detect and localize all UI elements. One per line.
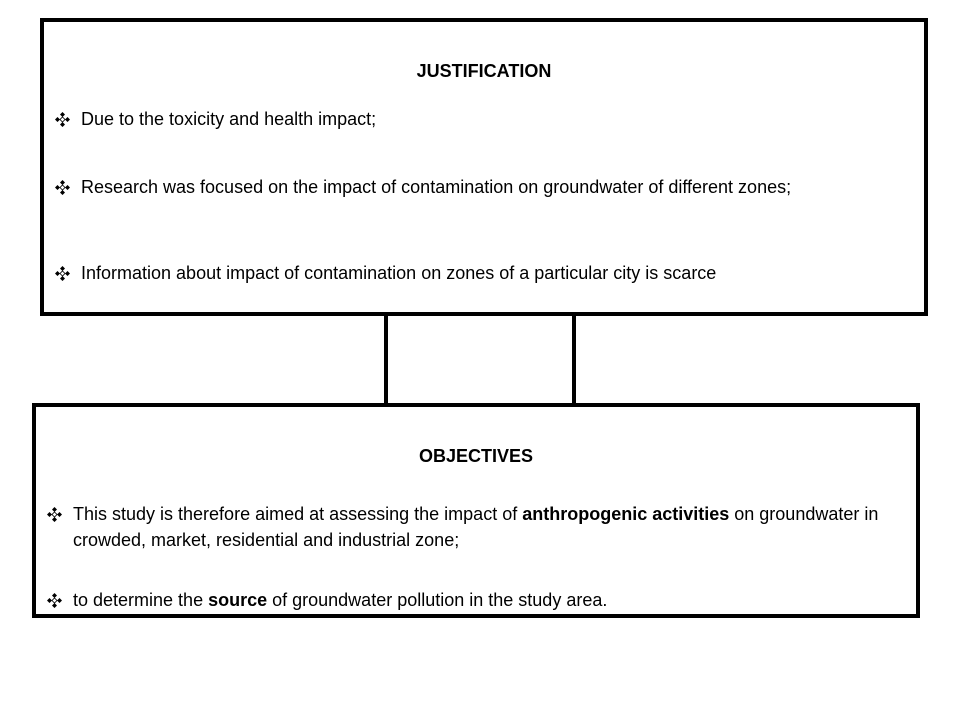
justification-item-2: [54, 174, 904, 200]
justification-item-3: [54, 260, 904, 286]
objectives-title: OBJECTIVES: [418, 446, 534, 466]
objectives-item-1-bold: anthropogenic activities: [522, 504, 730, 524]
objectives-item-2-text: [73, 587, 896, 613]
objectives-item-1: [46, 501, 896, 553]
justification-title: JUSTIFICATION: [416, 61, 552, 81]
four-diamond-bullet-icon: [54, 106, 72, 132]
justification-item-1: [54, 106, 904, 132]
justification-box: [40, 18, 928, 316]
objectives-box: [32, 403, 920, 618]
connector-line-left: [384, 316, 388, 405]
objectives-item-1-before: This study is therefore aimed at assessing the impact of: [73, 504, 523, 524]
objectives-item-2: [46, 587, 896, 613]
four-diamond-bullet-icon: [54, 174, 72, 200]
objectives-item-1-after: on groundwater in crowded, market, residential and industrial zone;: [73, 504, 879, 550]
justification-item-1-text: Due to the toxicity and health impact;: [81, 109, 377, 129]
four-diamond-bullet-icon: [54, 260, 72, 286]
four-diamond-bullet-icon: [46, 587, 64, 613]
objectives-item-2-before: to determine the: [73, 590, 209, 610]
justification-item-3-text: Information about impact of contamination on zones of a particular city is scarce: [81, 263, 717, 283]
objectives-item-1-text: [73, 501, 896, 553]
objectives-item-2-after: of groundwater pollution in the study area.: [267, 590, 608, 610]
justification-item-2-text: Research was focused on the impact of contamination on groundwater of different zones;: [81, 177, 792, 197]
four-diamond-bullet-icon: [46, 501, 64, 527]
connector-line-right: [572, 316, 576, 405]
objectives-item-2-bold: source: [208, 590, 268, 610]
